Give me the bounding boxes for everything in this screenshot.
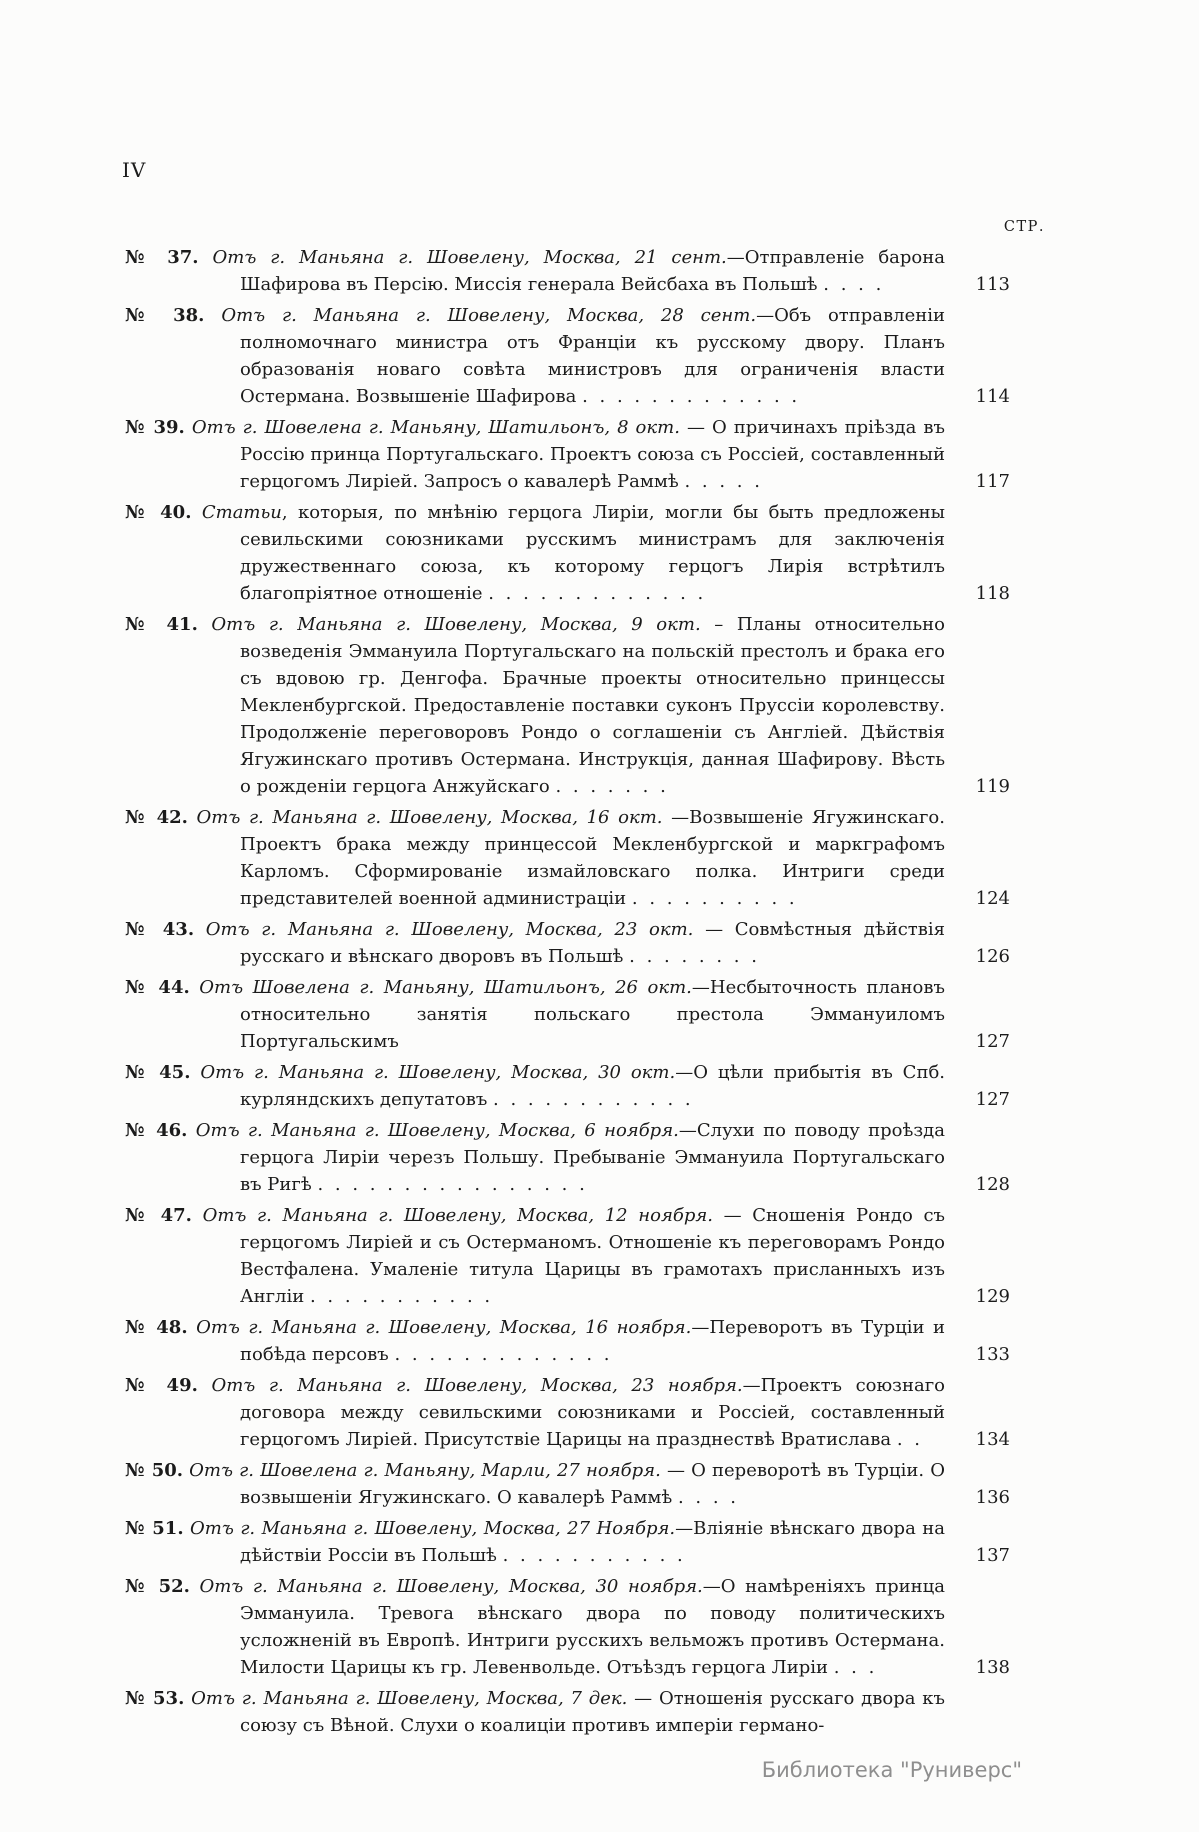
- entry-description: , которыя, по мнѣнію герцога Лиріи, могли бы быть предложены севильскими союзниками русскимъ министрамъ для заключенія дружественнаго союза, къ которому герцогъ Лирія встрѣтилъ благопріятное отношеніе: [240, 502, 945, 604]
- entry-heading: Отъ г. Маньяна г. Шовелену, Москва, 6 ноября.: [195, 1120, 679, 1141]
- toc-entry: [125, 1457, 1010, 1511]
- entry-number: № 50.: [125, 1460, 184, 1481]
- entry-page-number: 117: [975, 471, 1010, 492]
- entry-description: — Совмѣстныя дѣйствія русскаго и вѣнскаго дворовъ въ Польшѣ: [240, 919, 946, 967]
- page-folio: IV: [122, 158, 147, 182]
- entry-description: —Отправленіе барона Шафирова въ Персію. Миссія генерала Вейсбаха въ Польшѣ: [240, 247, 945, 295]
- entry-page-number: 129: [975, 1286, 1010, 1307]
- entry-number: № 51.: [125, 1518, 184, 1539]
- entry-description: — О причинахъ пріѣзда въ Россію принца Португальскаго. Проектъ союза съ Россіей, составленный герцогомъ Лиріей. Запросъ о кавалерѣ Раммѣ: [240, 417, 945, 492]
- entry-description: —Слухи по поводу проѣзда герцога Лиріи черезъ Польшу. Пребываніе Эммануила Португальскаго въ Ригѣ: [240, 1120, 945, 1195]
- entry-number: № 40.: [125, 502, 192, 523]
- toc-entry: [125, 974, 1010, 1055]
- entry-heading: Отъ г. Маньяна г. Шовелену, Москва, 9 окт.: [211, 614, 701, 635]
- dot-leader: . . . . . . .: [555, 776, 669, 797]
- entry-page-number: 136: [975, 1487, 1010, 1508]
- entry-page-number: 124: [975, 888, 1010, 909]
- entry-heading: Статьи: [201, 502, 282, 523]
- dot-leader: . . . . . . . . . . .: [309, 1286, 494, 1307]
- entry-heading: Отъ г. Маньяна г. Шовелену, Москва, 12 ноября.: [202, 1205, 714, 1226]
- entry-number: № 37.: [125, 247, 199, 268]
- entry-description: —Проектъ союзнаго договора между севильскими союзниками и Россіей, составленный герцогомъ Лиріей. Присутствіе Царицы на празднествѣ Вратислава: [240, 1375, 945, 1450]
- entry-heading: Отъ г. Шовелена г. Маньяну, Шатильонъ, 8 окт.: [191, 417, 680, 438]
- entry-number: № 39.: [125, 417, 185, 438]
- dot-leader: . . . .: [823, 274, 885, 295]
- entry-number: № 52.: [125, 1576, 190, 1597]
- entry-number: № 44.: [125, 977, 190, 998]
- dot-leader: . . . . . . . .: [629, 946, 760, 967]
- entry-description: —Переворотъ въ Турціи и побѣда персовъ: [240, 1317, 945, 1365]
- entry-description: —Возвышеніе Ягужинскаго. Проектъ брака между принцессой Мекленбургской и маркграфомъ Карломъ. Сформированіе измайловскаго полка. Интриги среди представителей военной администраціи: [240, 807, 945, 909]
- entry-description: – Планы относительно возведенія Эммануила Португальскаго на польскій престолъ и брака его съ вдовою гр. Денгофа. Брачные проекты относительно принцессы Мекленбургской. Предоставленіе поставки суконъ Пруссіи королевству. Продолженіе переговоровъ Рондо о соглашеніи съ Англіей. Дѣйствія Ягужинскаго противъ Остермана. Инструкція, данная Шафирову. Вѣсть о рожденіи герцога Анжуйскаго: [240, 614, 945, 797]
- dot-leader: . . .: [833, 1657, 878, 1678]
- entry-heading: Отъ Шовелена г. Маньяну, Шатильонъ, 26 окт.: [199, 977, 692, 998]
- entry-number: № 48.: [125, 1317, 188, 1338]
- dot-leader: . . . . . . . . . . . . .: [582, 386, 801, 407]
- dot-leader: . .: [896, 1429, 924, 1450]
- entry-page-number: 137: [975, 1545, 1010, 1566]
- toc-entry: [125, 1202, 1010, 1310]
- toc-entry: [125, 414, 1010, 495]
- entry-page-number: 127: [975, 1089, 1010, 1110]
- entry-number: № 38.: [125, 305, 205, 326]
- toc-entry: [125, 1314, 1010, 1368]
- entry-heading: Отъ г. Маньяна г. Шовелену, Москва, 28 сент.: [221, 305, 757, 326]
- entry-number: № 45.: [125, 1062, 191, 1083]
- dot-leader: . . . . . . . . . . . . . . . .: [317, 1174, 588, 1195]
- toc-entry: [125, 1372, 1010, 1453]
- toc-entry: [125, 302, 1010, 410]
- entry-number: № 49.: [125, 1375, 198, 1396]
- entry-description: —Несбыточность плановъ относительно занятія польскаго престола Эммануиломъ Португальскимъ: [240, 977, 945, 1052]
- entry-page-number: 134: [975, 1429, 1010, 1450]
- entry-number: № 43.: [125, 919, 195, 940]
- toc-entry: [125, 804, 1010, 912]
- toc-entry: [125, 1059, 1010, 1113]
- toc-entry: [125, 1573, 1010, 1681]
- entry-description: — Сношенія Рондо съ герцогомъ Лиріей и съ Остерманомъ. Отношеніе къ переговорамъ Рондо Вестфалена. Умаленіе титула Царицы въ грамотахъ присланныхъ изъ Англіи: [240, 1205, 946, 1307]
- dot-leader: . . . . . . . . . . .: [502, 1545, 686, 1566]
- entry-description: — Отношенія русскаго двора къ союзу съ Вѣной. Слухи о коалиціи противъ имперіи германо-: [240, 1688, 945, 1736]
- entry-heading: Отъ г. Маньяна г. Шовелену, Москва, 16 ноября.: [196, 1317, 692, 1338]
- entry-number: № 42.: [125, 807, 188, 828]
- toc-entry: [125, 1685, 1010, 1739]
- entry-description: —О цѣли прибытія въ Спб. курляндскихъ депутатовъ: [240, 1062, 946, 1110]
- entry-page-number: 127: [975, 1031, 1010, 1052]
- entry-heading: Отъ г. Шовелена г. Маньяну, Марли, 27 ноября.: [189, 1460, 661, 1481]
- entry-number: № 47.: [125, 1205, 192, 1226]
- entry-heading: Отъ г. Маньяна г. Шовелену, Москва, 30 окт.: [200, 1062, 676, 1083]
- entry-number: № 41.: [125, 614, 198, 635]
- entry-heading: Отъ г. Маньяна г. Шовелену, Москва, 27 Ноября.: [190, 1518, 676, 1539]
- entry-number: № 53.: [125, 1688, 185, 1709]
- entry-page-number: 126: [975, 946, 1010, 967]
- page-column-header: СТР.: [1003, 219, 1045, 235]
- toc-entry: [125, 1117, 1010, 1198]
- entry-page-number: 114: [975, 386, 1010, 407]
- toc-entry: [125, 916, 1010, 970]
- entry-page-number: 128: [975, 1174, 1010, 1195]
- entry-heading: Отъ г. Маньяна г. Шовелену, Москва, 21 сент.: [212, 247, 727, 268]
- entry-description: — О переворотѣ въ Турціи. О возвышеніи Ягужинскаго. О кавалерѣ Раммѣ: [240, 1460, 945, 1508]
- library-watermark: Библиотека "Руниверс": [761, 1758, 1022, 1782]
- toc-entry: [125, 499, 1010, 607]
- entry-heading: Отъ г. Маньяна г. Шовелену, Москва, 30 ноября.: [199, 1576, 703, 1597]
- toc-entry: [125, 1515, 1010, 1569]
- entry-heading: Отъ г. Маньяна г. Шовелену, Москва, 23 окт.: [205, 919, 694, 940]
- dot-leader: . . . . . . . . . . . . .: [488, 583, 707, 604]
- toc-entry: [125, 611, 1010, 800]
- entry-page-number: 119: [975, 776, 1010, 797]
- dot-leader: . . . . . . . . . . . .: [493, 1089, 694, 1110]
- dot-leader: . . . . .: [684, 471, 763, 492]
- entry-heading: Отъ г. Маньяна г. Шовелену, Москва, 23 ноября.: [211, 1375, 743, 1396]
- entry-page-number: 133: [975, 1344, 1010, 1365]
- entry-page-number: 113: [975, 274, 1010, 295]
- entry-heading: Отъ г. Маньяна г. Шовелену, Москва, 16 окт.: [196, 807, 663, 828]
- entry-page-number: 138: [975, 1657, 1010, 1678]
- entry-page-number: 118: [975, 583, 1010, 604]
- dot-leader: . . . . . . . . . .: [631, 888, 798, 909]
- entry-description: —Вліяніе вѣнскаго двора на дѣйствіи Россіи въ Польшѣ: [240, 1518, 945, 1566]
- entry-number: № 46.: [125, 1120, 188, 1141]
- entry-description: —Объ отправленіи полномочнаго министра отъ Франціи къ русскому двору. Планъ образованія новаго совѣта министровъ для ограниченія власти Остермана. Возвышеніе Шафирова: [240, 305, 945, 407]
- toc-entry: [125, 244, 1010, 298]
- toc-list: [125, 244, 1010, 1743]
- dot-leader: . . . . . . . . . . . . .: [394, 1344, 613, 1365]
- entry-heading: Отъ г. Маньяна г. Шовелену, Москва, 7 дек.: [191, 1688, 628, 1709]
- entry-description: —О намѣреніяхъ принца Эммануила. Тревога вѣнскаго двора по поводу политическихъ усложненій въ Европѣ. Интриги русскихъ вельможъ противъ Остермана. Милости Царицы къ гр. Левенвольде. Отъѣздъ герцога Лиріи: [240, 1576, 945, 1678]
- dot-leader: . . . .: [677, 1487, 739, 1508]
